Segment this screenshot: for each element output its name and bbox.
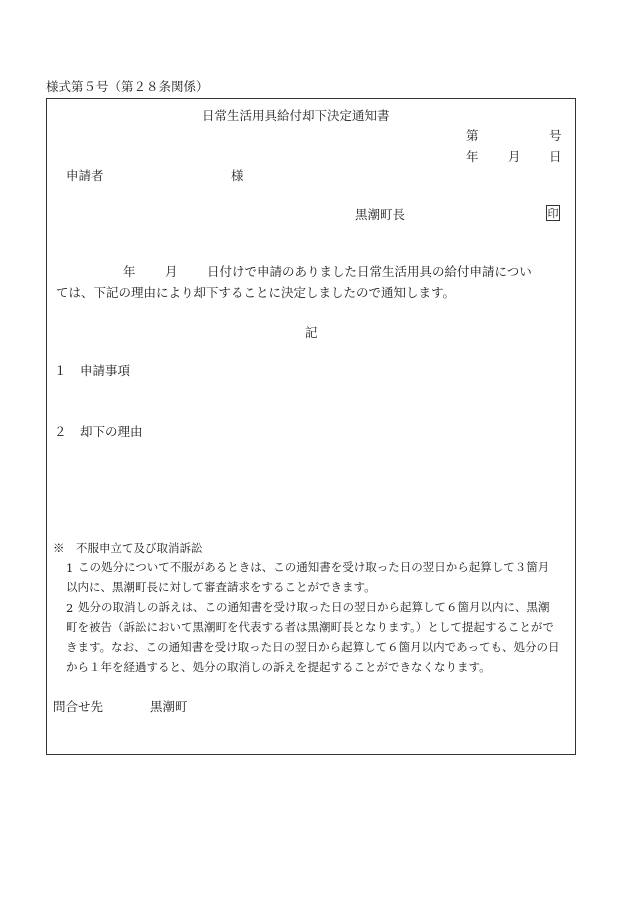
- item-1-number: １: [54, 363, 67, 378]
- ki-heading: 記: [305, 325, 318, 340]
- item-2-number: ２: [54, 424, 67, 439]
- body-month-label: 月: [165, 264, 178, 279]
- contact-label: 問合せ先: [53, 699, 104, 714]
- issuer-name: 黒潮町長: [355, 207, 406, 222]
- notice-item-1-number: 1: [66, 561, 74, 575]
- item-2-label: 却下の理由: [80, 424, 143, 439]
- contact-value: 黒潮町: [150, 699, 188, 714]
- notice-item-2-text: 処分の取消しの訴えは、この通知書を受け取った日の翌日から起算して６箇月以内に、黒潮町を被告（訴訟において黒潮町を代表する者は黒潮町長となります。）として提起することができます。なお、この通知書を受け取った日の翌日から起算して６箇月以内であっても、処分の日から１年を経過すると、処分の取消しの訴えを提起することができなくなります。: [66, 600, 560, 674]
- date-month-label: 月: [508, 149, 521, 164]
- seal-mark: 印: [547, 207, 559, 220]
- date-year-label: 年: [466, 149, 479, 164]
- body-line2-text: ては、下記の理由により却下することに決定しましたので通知します。: [56, 285, 456, 300]
- notice-heading: ※ 不服申立て及び取消訴訟: [53, 541, 203, 555]
- number-label-dai: 第: [466, 128, 479, 143]
- body-line1-text: 日付けで申請のありました日常生活用具の給付申請につい: [207, 264, 532, 279]
- notice-item-1-text: この処分について不服があるときは、この通知書を受け取った日の翌日から起算して３箇月以内に、黒潮町長に対して審査請求をすることができます。: [66, 560, 550, 594]
- number-label-go: 号: [549, 128, 562, 143]
- document-title: 日常生活用具給付却下決定通知書: [202, 108, 390, 123]
- date-day-label: 日: [549, 149, 562, 164]
- body-year-label: 年: [123, 264, 136, 279]
- item-1-label: 申請事項: [80, 363, 131, 378]
- form-label: 様式第５号（第２８条関係）: [46, 79, 209, 94]
- applicant-label: 申請者: [66, 168, 104, 183]
- applicant-honorific: 様: [231, 168, 244, 183]
- notice-item-2-number: 2: [66, 601, 74, 615]
